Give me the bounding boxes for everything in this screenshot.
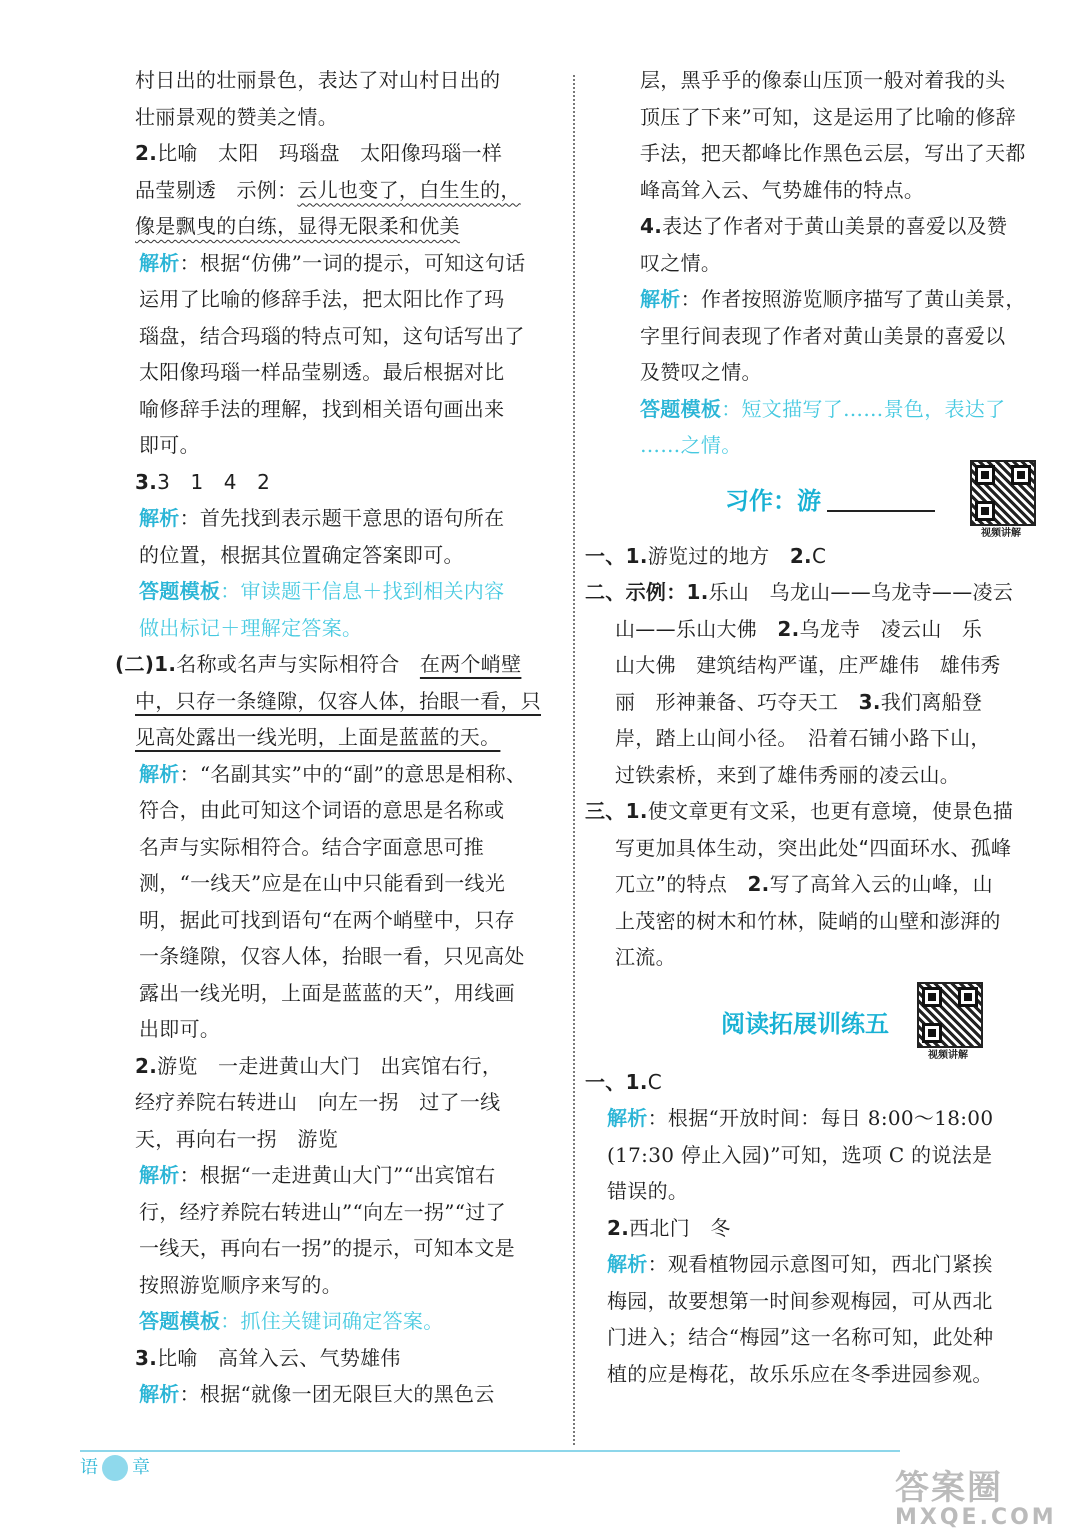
analysis: 解析：“名副其实”中的“副”的意思是相称、 xyxy=(139,761,527,786)
analysis: 解析：根据“一走进黄山大门”“出宾馆右 xyxy=(139,1163,496,1187)
analysis: 解析：根据“仿佛”一词的提示，可知这句话 xyxy=(139,250,526,275)
section-two-q1-line3: 见高处露出一线光明，上面是蓝蓝的天。 xyxy=(135,725,501,749)
analysis: 解析：观看植物园示意图可知，西北门紧挨 xyxy=(607,1252,993,1276)
text-line: 行，经疗养院右转进山”“向左一拐”“过了 xyxy=(139,1199,506,1224)
text-line: 梅园，故要想第一时间参观梅园，可从西北 xyxy=(607,1288,993,1313)
text-line: 山大佛 建筑结构严谨，庄严雄伟 雄伟秀 xyxy=(615,653,1001,677)
text-line: 村日出的壮丽景色，表达了对山村日出的 xyxy=(135,68,501,92)
section-two-q3: 3.比喻 高耸入云、气势雄伟 xyxy=(135,1345,401,1370)
page-circle-icon xyxy=(102,1455,128,1481)
reading-q1: 一、1.C xyxy=(585,1069,662,1094)
footer-rule xyxy=(80,1450,900,1452)
writing-q2-line2: 山——乐山大佛 2.乌龙寺 凌云山 乐 xyxy=(615,616,983,641)
text-line: 过铁索桥，来到了雄伟秀丽的凌云山。 xyxy=(615,762,961,787)
left-column xyxy=(115,62,560,1413)
analysis: 解析：根据“就像一团无限巨大的黑色云 xyxy=(139,1382,495,1406)
qr-code-icon[interactable] xyxy=(917,982,983,1048)
section-two-q1: (二)1.名称或名声与实际相符合 在两个峭壁 xyxy=(115,652,522,676)
text-line: 手法，把天都峰比作黑色云层，写出了天都 xyxy=(640,141,1026,165)
column-divider xyxy=(573,75,575,1445)
answer-template: 答题模板：审读题干信息＋找到相关内容 xyxy=(139,579,505,603)
writing-q3: 三、1.使文章更有文采，也更有意境，使景色描 xyxy=(585,799,1014,823)
text-line: 顶压了下来”可知，这是运用了比喻的修辞 xyxy=(640,104,1016,129)
writing-q2: 二、示例：1.乐山 乌龙山——乌龙寺——凌云 xyxy=(585,580,1014,604)
answer-q2-line2: 品莹剔透 示例：云儿也变了，白生生的， xyxy=(135,177,521,202)
writing-q3-line3: 兀立”的特点 2.写了高耸入云的山峰，山 xyxy=(615,872,993,896)
answer-template: 答题模板：抓住关键词确定答案。 xyxy=(139,1309,444,1333)
text-line: 即可。 xyxy=(139,433,200,457)
text-line: ……之情。 xyxy=(640,433,742,457)
page-number: 语 章 xyxy=(80,1453,150,1481)
answer-q2-line3: 像是飘曳的白练，显得无限柔和优美 xyxy=(135,214,460,238)
text-line: 按照游览顺序来写的。 xyxy=(139,1272,342,1297)
section-title-reading: 阅读拓展训练五 视频讲解 xyxy=(605,976,1005,1064)
text-line: 明，据此可找到语句“在两个峭壁中，只存 xyxy=(139,907,515,932)
section-title-writing: 习作：游 视频讲解 xyxy=(640,464,1020,538)
analysis: 解析：作者按照游览顺序描写了黄山美景， xyxy=(640,287,1026,311)
answer-template: 答题模板：短文描写了……景色，表达了 xyxy=(640,396,1006,421)
text-line: 天，再向右一拐 游览 xyxy=(135,1126,338,1151)
text-line: 的位置，根据其位置确定答案即可。 xyxy=(139,542,464,567)
answer-q4: 4.表达了作者对于黄山美景的喜爱以及赞 xyxy=(640,214,1008,238)
text-line: 太阳像玛瑙一样品莹剔透。最后根据对比 xyxy=(139,360,505,384)
section-two-q2: 2.游览 一走进黄山大门 出宾馆右行， xyxy=(135,1053,503,1078)
qr-label: 视频讲解 xyxy=(981,527,1021,539)
analysis: 解析：根据“开放时间：每日 8:00～18:00 xyxy=(607,1106,994,1130)
text-line: 瑙盘，结合玛瑙的特点可知，这句话写出了 xyxy=(139,323,525,348)
text-line: 经疗养院右转进山 向左一拐 过了一线 xyxy=(135,1090,501,1114)
text-line: 及赞叹之情。 xyxy=(640,360,762,384)
text-line: 露出一线光明，上面是蓝蓝的天”，用线画 xyxy=(139,980,515,1005)
text-line: 植的应是梅花，故乐乐应在冬季进园参观。 xyxy=(607,1361,993,1386)
answer-q2: 2.比喻 太阳 玛瑙盘 太阳像玛瑙一样 xyxy=(135,141,503,165)
answer-q3: 3.3 1 4 2 xyxy=(135,469,271,494)
text-line: 出即可。 xyxy=(139,1017,221,1041)
text-line: (17:30 停止入园)”可知，选项 C 的说法是 xyxy=(607,1142,993,1167)
text-line: 名声与实际相符合。结合字面意思可推 xyxy=(139,834,485,859)
text-line: 错误的。 xyxy=(607,1179,689,1203)
text-line: 峰高耸入云、气势雄伟的特点。 xyxy=(640,177,925,202)
reading-q2: 2.西北门 冬 xyxy=(607,1215,731,1240)
text-line: 符合，由此可知这个词语的意思是名称或 xyxy=(139,798,505,822)
text-line: 壮丽景观的赞美之情。 xyxy=(135,104,338,129)
text-line: 测，“一线天”应是在山中只能看到一线光 xyxy=(139,871,506,895)
text-line: 叹之情。 xyxy=(640,250,722,275)
qr-code-icon[interactable] xyxy=(970,460,1036,526)
text-line: 上茂密的树木和竹林，陡峭的山壁和澎湃的 xyxy=(615,908,1001,933)
writing-q1: 一、1.游览过的地方 2.C xyxy=(585,543,827,568)
analysis: 解析：首先找到表示题干意思的语句所在 xyxy=(139,506,505,530)
text-line: 门进入；结合“梅园”这一名称可知，此处种 xyxy=(607,1325,994,1349)
text-line: 层，黑乎乎的像泰山压顶一般对着我的头 xyxy=(640,68,1006,92)
text-line: 喻修辞手法的理解，找到相关语句画出来 xyxy=(139,396,505,421)
text-line: 岸，踏上山间小径。 沿着石铺小路下山， xyxy=(615,726,991,750)
text-line: 一条缝隙，仅容人体，抬眼一看，只见高处 xyxy=(139,944,525,968)
text-line: 一线天，再向右一拐”的提示，可知本文是 xyxy=(139,1236,515,1260)
text-line: 做出标记＋理解定答案。 xyxy=(139,615,363,640)
fill-blank xyxy=(827,492,935,512)
text-line: 字里行间表现了作者对黄山美景的喜爱以 xyxy=(640,323,1006,348)
watermark: 答案圈 MXQE.COM xyxy=(895,1468,1057,1530)
qr-label: 视频讲解 xyxy=(928,1049,968,1061)
section-two-q1-line2: 中，只存一条缝隙，仅容人体，抬眼一看，只 xyxy=(135,688,541,713)
text-line: 江流。 xyxy=(615,945,676,969)
text-line: 写更加具体生动，突出此处“四面环水、孤峰 xyxy=(615,835,1012,860)
writing-q2-line4: 丽 形神兼备、巧夺天工 3.我们离船登 xyxy=(615,689,983,714)
right-column xyxy=(585,62,1040,1392)
text-line: 运用了比喻的修辞手法，把太阳比作了玛 xyxy=(139,287,505,311)
